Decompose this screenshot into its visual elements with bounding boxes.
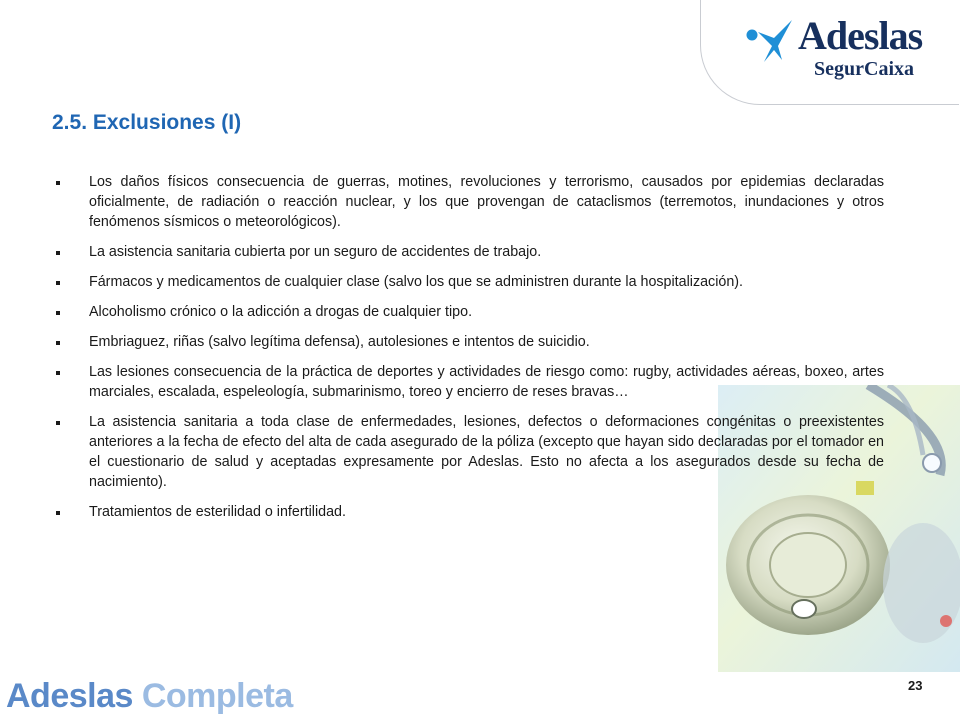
bullet-icon	[56, 341, 60, 345]
logo-subtitle: SegurCaixa	[814, 58, 914, 80]
bullet-icon	[56, 251, 60, 255]
list-item	[52, 242, 884, 262]
footer-brand-word1: Adeslas	[6, 677, 133, 715]
list-item	[52, 272, 884, 292]
list-item-text: Fármacos y medicamentos de cualquier clase (salvo los que se administren durante la hospitalización).	[89, 274, 744, 290]
exclusions-list	[52, 172, 884, 532]
list-item-text: La asistencia sanitaria a toda clase de enfermedades, lesiones, defectos o deformaciones congénitas o preexistentes anteriores a la fecha de efecto del alta de cada asegurado de la póliza (excepto que hayan sido declaradas por el tomador en el cuestionario de salud y aceptadas expresamente por Adeslas. Esto no afecta a los asegurados desde su fecha de nacimiento).	[89, 414, 884, 490]
bullet-icon	[56, 371, 60, 375]
list-item-text: Los daños físicos consecuencia de guerras, motines, revoluciones y terrorismo, causados por epidemias declaradas oficialmente, de radiación o reacción nuclear, y los que provengan de cataclismos (terremotos, inundaciones y otros fenómenos sísmicos o meteorológicos).	[89, 174, 884, 230]
list-item-text: Alcoholismo crónico o la adicción a drogas de cualquier tipo.	[89, 304, 473, 320]
list-item-text: Tratamientos de esterilidad o infertilidad.	[89, 504, 346, 520]
list-item	[52, 332, 884, 352]
list-item-text: Embriaguez, riñas (salvo legítima defensa), autolesiones e intentos de suicidio.	[89, 334, 590, 350]
list-item-text: Las lesiones consecuencia de la práctica de deportes y actividades de riesgo como: rugby, actividades aéreas, boxeo, artes marciales, escalada, espeleología, submarinismo, toreo y encierro de reses bravas…	[89, 364, 884, 400]
footer-brand	[6, 676, 293, 716]
page-number: 23	[908, 678, 923, 693]
bullet-icon	[56, 181, 60, 185]
bullet-icon	[56, 421, 60, 425]
list-item	[52, 412, 884, 492]
logo-name: Adeslas	[798, 13, 923, 58]
list-item	[52, 172, 884, 232]
list-item	[52, 362, 884, 402]
star-logo-icon	[744, 16, 794, 66]
bullet-icon	[56, 281, 60, 285]
bullet-icon	[56, 311, 60, 315]
bullet-icon	[56, 511, 60, 515]
footer-brand-word2: Completa	[141, 677, 293, 715]
page-title: 2.5. Exclusiones (I)	[52, 111, 242, 134]
list-item-text: La asistencia sanitaria cubierta por un seguro de accidentes de trabajo.	[89, 244, 542, 260]
list-item	[52, 302, 884, 322]
list-item	[52, 502, 884, 522]
